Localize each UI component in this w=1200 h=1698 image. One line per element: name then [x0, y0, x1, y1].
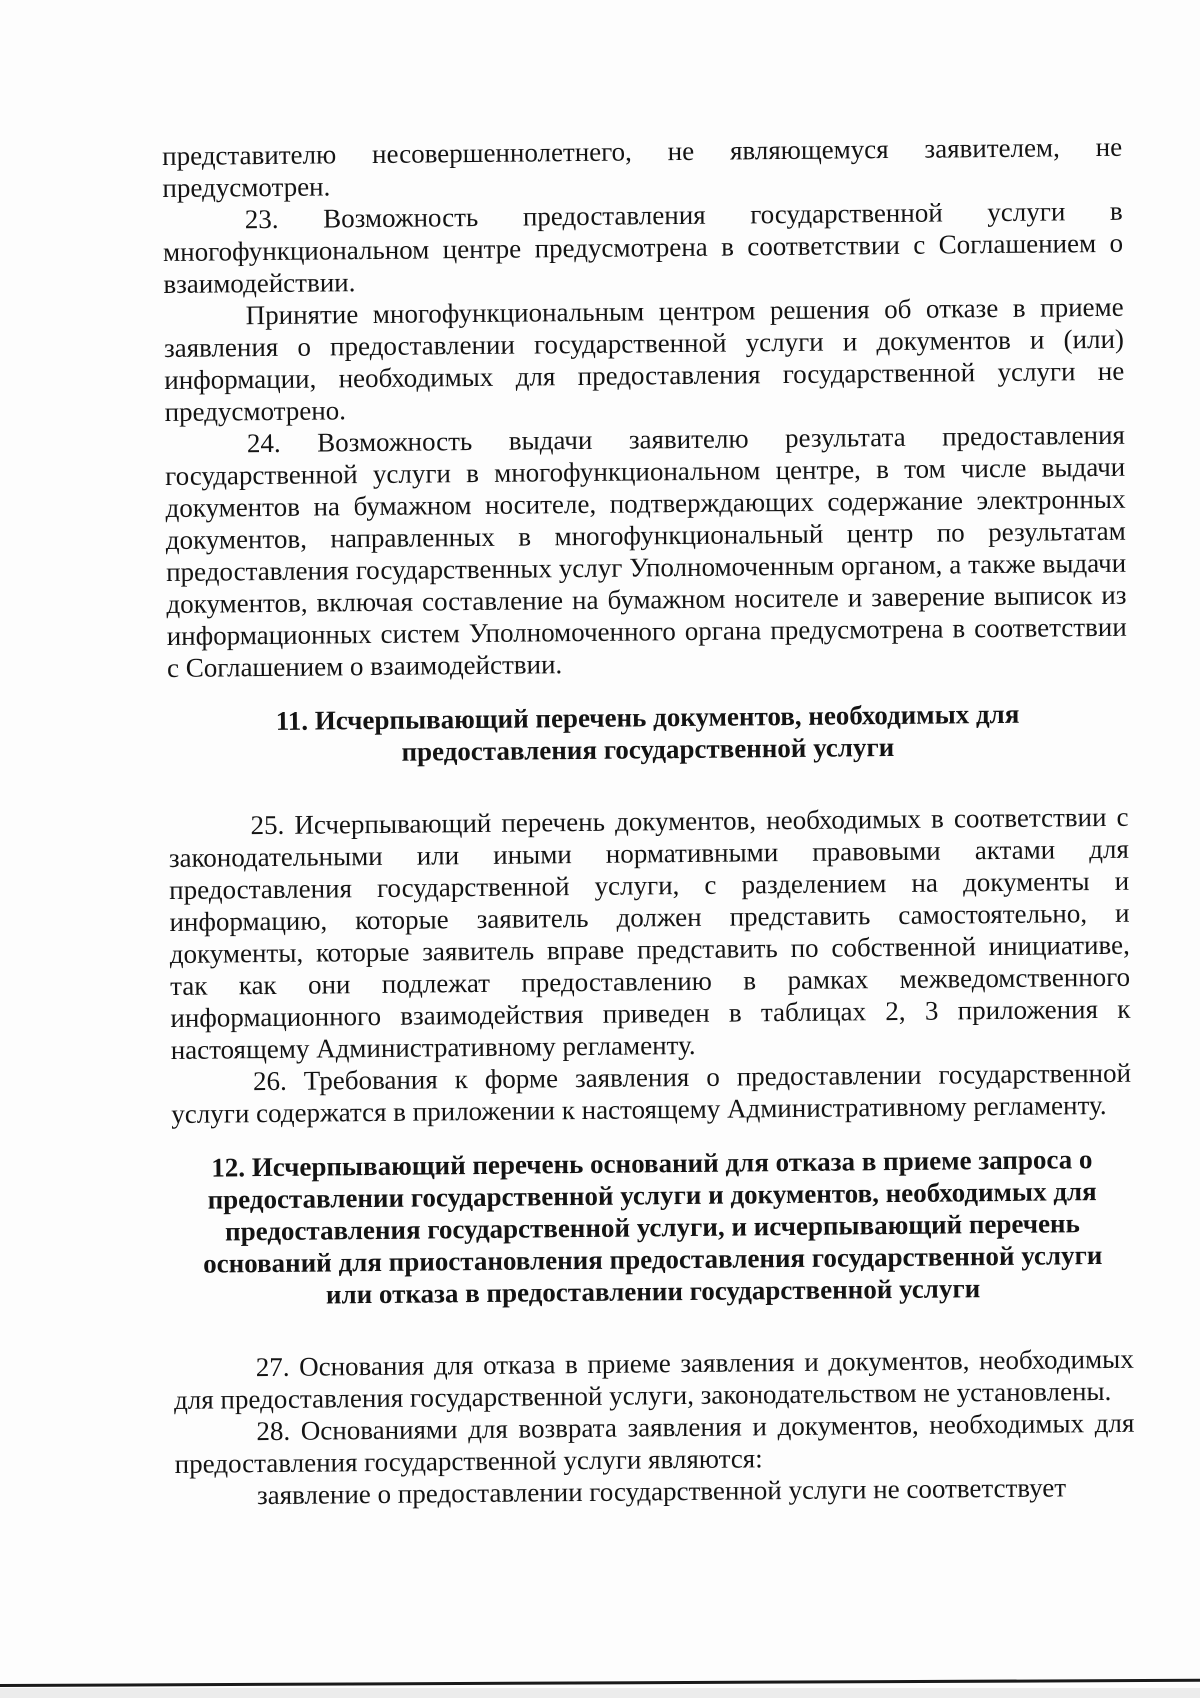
scan-bottom-edge-shadow [0, 1688, 1200, 1698]
paragraph-26: 26. Требования к форме заявления о предоставлении государственной услуги содержатся в приложении к настоящему Административному регламенту. [171, 1057, 1132, 1129]
paragraph-28: 28. Основаниями для возврата заявления и документов, необходимых для предоставления государственной услуги являются: [174, 1407, 1135, 1479]
paragraph-mfc-refusal: Принятие многофункциональным центром решения об отказе в приеме заявления о предоставлении государственной услуги и документов и (или) информации, необходимых для предоставления государственной услуги не предусмотрено. [163, 291, 1125, 427]
section-12-heading: 12. Исчерпывающий перечень оснований для отказа в приеме запроса о предоставлении государственной услуги и документов, необходимых для предоставления государственной услуги, и исчерпывающий перечень оснований для приостановления предоставления государственной услуги или отказа в предоставлении государственной услуги [203, 1144, 1103, 1310]
scan-bottom-edge-line [0, 1679, 1200, 1687]
section-11-heading: 11. Исчерпывающий перечень документов, необходимых для предоставления государственной услуги [275, 698, 1020, 767]
paragraph-23: 23. Возможность предоставления государственной услуги в многофункциональном центре предусмотрена в соответствии с Соглашением о взаимодействии. [162, 195, 1124, 299]
document-body [162, 131, 1135, 1512]
paragraph-27: 27. Основания для отказа в приеме заявления и документов, необходимых для предоставления государственной услуги, законодательством не установлены. [173, 1343, 1134, 1415]
paragraph-25: 25. Исчерпывающий перечень документов, необходимых в соответствии с законодательными или иными нормативными правовыми актами для предоставления государственной услуги, с разделением на документы и информацию, которые заявитель должен представить самостоятельно, и документы, которые заявитель вправе представить по собственной инициативе, так как они подлежат предоставлению в рамках межведомственного информационного взаимодействия приведен в таблицах 2, 3 приложения к настоящему Административному регламенту. [168, 801, 1131, 1065]
paragraph-24: 24. Возможность выдачи заявителю результата предоставления государственной услуги в многофункциональном центре, в том числе выдачи документов на бумажном носителе, подтверждающих содержание электронных документов, направленных в многофункциональный центр по результатам предоставления государственных услуг Уполномоченным органом, а также выдачи документов, включая составление на бумажном носителе и заверение выписок из информационных систем Уполномоченного органа предусмотрена в соответствии с Соглашением о взаимодействии. [165, 419, 1127, 683]
paragraph-continuation: представителю несовершеннолетнего, не являющемуся заявителем, не предусмотрен. [162, 131, 1123, 203]
paragraph-28-item: заявление о предоставлении государственной услуги не соответствует [256, 1472, 1067, 1511]
